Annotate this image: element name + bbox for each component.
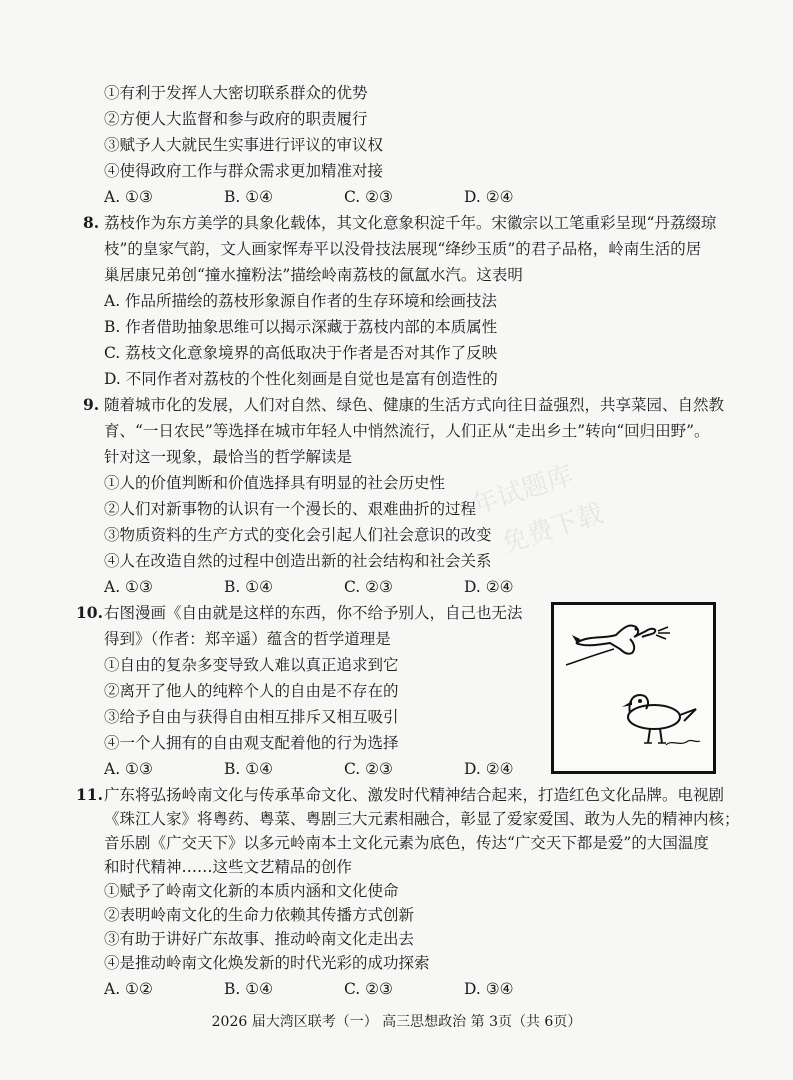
q11-options	[104, 978, 514, 1000]
option-a: A. ①③	[104, 188, 153, 206]
option-b: B. ①④	[224, 980, 274, 998]
q8-option: A. 作品所描绘的荔枝形象源自作者的生存环境和绘画技法	[104, 292, 498, 310]
question-stem: 音乐剧《广交天下》以多元岭南本土文化元素为底色，传达“广交天下都是爱”的大国温度	[104, 834, 709, 852]
option-a: A. ①②	[104, 980, 153, 998]
question-stem: 《珠江人家》将粤药、粤菜、粤剧三大元素相融合，彰显了爱家爱国、敢为人先的精神内核；	[104, 810, 740, 828]
question-stem: 右图漫画《自由就是这样的东西，你不给予别人，自己也无法	[104, 604, 523, 622]
page-footer: 2026 届大湾区联考（一） 高三思想政治 第 3页（共 6页）	[211, 1014, 582, 1030]
watermark: 免费下载	[498, 498, 607, 560]
question-stem: 和时代精神……这些文艺精品的创作	[104, 858, 353, 876]
q9-options	[104, 576, 514, 598]
option-a: A. ①③	[104, 760, 153, 778]
q9-item: ④人在改造自然的过程中创造出新的社会结构和社会关系	[104, 552, 492, 570]
question-stem: 育、“一日农民”等选择在城市年轻人中悄然流行，人们正从“走出乡土”转向“回归田野”。	[104, 422, 710, 440]
question-stem: 针对这一现象，最恰当的哲学解读是	[104, 448, 353, 466]
option-c: C. ②③	[344, 578, 393, 596]
option-c: C. ②③	[344, 980, 393, 998]
option-d: D. ②④	[464, 188, 514, 206]
q10-item: ①自由的复杂多变导致人难以真正追求到它	[104, 656, 399, 674]
q9-item: ②人们对新事物的认识有一个漫长的、艰难曲折的过程	[104, 500, 477, 518]
q8-option: C. 荔枝文化意象境界的高低取决于作者是否对其作了反映	[104, 344, 498, 362]
question-stem: 广东将弘扬岭南文化与传承革命文化、激发时代精神结合起来，打造红色文化品牌。电视剧	[104, 786, 725, 804]
watermark: 年试题库	[468, 460, 577, 522]
q7-options	[104, 186, 514, 208]
option-c: C. ②③	[344, 760, 393, 778]
q7-item: ④使得政府工作与群众需求更加精准对接	[104, 162, 384, 180]
q10-options	[104, 758, 514, 780]
question-number: 9.	[83, 395, 100, 414]
q11-item: ①赋予了岭南文化新的本质内涵和文化使命	[104, 882, 399, 900]
option-d: D. ②④	[464, 578, 514, 596]
question-number: 10.	[76, 603, 103, 622]
question-number: 11.	[76, 785, 103, 804]
q10-item: ④一个人拥有的自由观支配着他的行为选择	[104, 734, 399, 752]
q11-item: ④是推动岭南文化焕发新的时代光彩的成功探索	[104, 954, 430, 972]
q7-item: ①有利于发挥人大密切联系群众的优势	[104, 84, 368, 102]
question-stem: 荔枝作为东方美学的具象化载体，其文化意象积淀千年。宋徽宗以工笔重彩呈现“丹荔缀琼	[104, 214, 717, 232]
option-c: C. ②③	[344, 188, 393, 206]
option-b: B. ①④	[224, 760, 274, 778]
q8-option: B. 作者借助抽象思维可以揭示深藏于荔枝内部的本质属性	[104, 318, 498, 336]
q7-item: ②方便人大监督和参与政府的职责履行	[104, 110, 368, 128]
q10-item: ②离开了他人的纯粹个人的自由是不存在的	[104, 682, 399, 700]
q9-item: ③物质资料的生产方式的变化会引起人们社会意识的改变	[104, 526, 492, 544]
option-d: D. ②④	[464, 760, 514, 778]
question-number: 8.	[83, 213, 100, 232]
q11-item: ③有助于讲好广东故事、推动岭南文化走出去	[104, 930, 415, 948]
comic-drawing	[554, 605, 713, 771]
comic-illustration	[551, 602, 716, 774]
option-d: D. ③④	[464, 980, 514, 998]
question-stem: 得到》（作者：郑辛遥）蕴含的哲学道理是	[104, 630, 391, 648]
q8-option: D. 不同作者对荔枝的个性化刻画是自觉也是富有创造性的	[104, 370, 498, 388]
question-stem: 巢居康兄弟创“撞水撞粉法”描绘岭南荔枝的氤氲水汽。这表明	[104, 266, 523, 284]
question-stem: 枝”的皇家气韵，文人画家恽寿平以没骨技法展现“绛纱玉质”的君子品格，岭南生活的居	[104, 240, 702, 258]
q9-item: ①人的价值判断和价值选择具有明显的社会历史性	[104, 474, 446, 492]
question-stem: 随着城市化的发展，人们对自然、绿色、健康的生活方式向往日益强烈，共享菜园、自然教	[104, 396, 725, 414]
option-a: A. ①③	[104, 578, 153, 596]
q10-item: ③给予自由与获得自由相互排斥又相互吸引	[104, 708, 399, 726]
q7-item: ③赋予人大就民生实事进行评议的审议权	[104, 136, 384, 154]
option-b: B. ①④	[224, 188, 274, 206]
option-b: B. ①④	[224, 578, 274, 596]
q11-item: ②表明岭南文化的生命力依赖其传播方式创新	[104, 906, 415, 924]
